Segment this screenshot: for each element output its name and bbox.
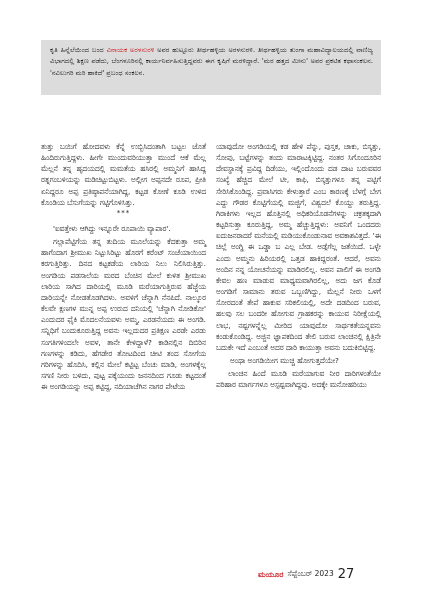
issue-date: ಸೆಪ್ಟೆಂಬರ್ 2023 [287,569,334,578]
author-intro-box [41,40,381,95]
page-footer [258,566,393,582]
right-column [216,141,381,390]
page-number: 27 [337,566,355,582]
left-paragraph-1: ತುತ್ತು ಬಯಿಗೆ ಹೋದವಳು ಕೆನ್ನೆ ಉಬ್ಬಿಸಿದಂತಾಗಿ ಬಟ್ಟಲ ಜೊತೆ ಹಿಂದಿರುಗುತ್ತಿದ್ದಳು. ಹೀಗೇ ಮುಂದುವರಿಯುತ್ತಾ ಮುಂದೆ ಆಕೆ ಮೆಲ್ಲ ಮೆಲ್ಲನೆ ತನ್ನ ಹೃದಯದಲ್ಲಿ ಮಮತೆಯ ಹಸಿರಲ್ಲಿ ಅಮ್ಮನಿಗೆ ಹಾಸಿದ್ದ ರತ್ನಗಂಬಳಿಯನ್ನು ಮಡಿಚಿಟ್ಟುಬಿಟ್ಟಳು. ಅಲ್ಲೀಗ ಅಪ್ಪನದೇ ರೂಪ, ಪ್ರೀತಿ ಏನಿದ್ದರೂ ಅಪ್ಪ ಪ್ರತಿಷ್ಠಾಪನೆಯಾಗಿದ್ದ, ಕಟ್ಟಡ ಕೋಣೆ ಕೂಡಿ ಉಳಿದ ಕೊಂಡಿಯ ಬೆಸುಗೆಯನ್ನು ಗಟ್ಟಿಗೊಳಿಸಿತ್ತು. [41,142,206,207]
left-paragraph-3: ಗಲ್ಲಾಪೆಟ್ಟಿಗೆಯ ತನ್ನ ತುದಿಯ ಮೂಲೆಯನ್ನು ಕೆದಕುತ್ತಾ ಅಮ್ಮ ಹಾಗೆಂದಾಗ ಶ್ರೀಮುಖ ನಿಟ್ಟುಸಿರಿಟ್ಟು ಹೊರಗೆ ಕರೆಂಟ್ ಸಂಜೆಯಾಯಿಂದ ಕರಗುತ್ತಿರಿತ್ತು. ದಿನದ ಕಟ್ಟಕಡೆಯ ಲಾರಿಯ ನಿಲು ನಿಲಿಸಿರುತ್ತಿತ್ತು. ಅಂಗಡಿಯ ಪಡಸಾಲೆಯ ಮರದ ಬೆಂಚಿನ ಮೇಲೆ ಕುಳಿತ ಶ್ರೀಮುಖ ಲಾರಿಯ ಸಾಗಿದ ದಾರಿಯಲ್ಲಿ ಮೂಡಿ ಮರೆಯಾಗುತ್ತಿರುವ ಹೆಜ್ಜೆಯ ದಾರಿಯನ್ನೇ ನೋಡತೊಡಗಿದಳು. ಅವಳಿಗೆ ಚೆನ್ನಾಗಿ ನೆನಪಿದೆ. ನಾಲ್ಕೂರ ಕೆಲವೇ ಕ್ಷಣಗಳ ಮುನ್ನ ಅಪ್ಪ ಉರುದ ದನಿಯಲ್ಲಿ 'ಚೆನ್ನಾಗಿ ನೋಡಿಕೋ' ಎಂದುದರ ಫೈಕಿ ಮೊದಲನೆಯವಳು ಅಮ್ಮ, ಎರಡನೆಯದು ಈ ಅಂಗಡಿ. ಸನ್ನಿಧಿಗೆ ಬಂದುಕೂರುತ್ತಿದ್ದ ಅವನು ಇಲ್ಲದುದರ ಪ್ರತಿಕ್ಷಣ ಎರಡೇ ಎರಡು ಸಂಗತಿಗಳಿಂದಲೇ ಅವಳ, ತಾನೇ ಕೇಳಿದ್ದಾಳೆ? ಕಾಡಿನಲ್ಲಿನ ದಿಬಿರಿನ ಗಣಗಳನ್ನು ಕಡಿದು, ಹೆಗಡೇರ ತೋಟದಿಂದ ಚೀಟಿ ತಂದ ಸೋಗೆಯ ಗರಿಗಳನ್ನು ಹೊದಿಸಿ, ಕಲ್ಲಿನ ಮೇಲೆ ಕಟ್ಟಿಟ್ಟ ಬೆಂಚು ಮಾಡಿ, ಅಂಗಳಕ್ಕೆಲ್ಲ ಸಗಣಿ ನೀರು ಬಳಿದು, ಪುಟ್ಟ ಪಕ್ಕೆಯಂದು ಜನನದಿಂದ ಗೂಡು ಕಟ್ಟದಂತೆ ಈ ಅಂಗಡಿಯನ್ನು ಅಪ್ಪ ಕಟ್ಟಿದ್ದ, ನದಿಯಾಚೆಗಿನ ನಾಗರ ಪೇಟೆಯ [41,237,206,392]
right-paragraph-2: ಅಂಥಾ ಅಂಗಡಿಯೀಗ ಮುಚ್ಚಿ ಹೋಗುತ್ತದೆಯೇ? [230,355,339,365]
left-paragraph-2: 'ಐವತ್ತೇಳು ಆಗಿದ್ದು ಇನ್ನೂರೇ ರೂಪಾಯಿ ವ್ಯಾಪಾರ'. [53,223,171,233]
author-name: ವಿನಾಯಕ ಅರಳಸುರಳಿ [106,46,155,54]
right-paragraph-1: ಯಾವುದೋ ಅಂಗಡಿಯಲ್ಲಿ ಕಡ ಹೇಳಿ ಪೆನ್ನು, ಪುಸ್ತಕ, ಚಾಕು, ಬಿಸ್ಕತ್ತು, ಸೋಪು, ಬಟ್ಟೆಗಳನ್ನು ತಂದು ಮಾರಾಟಕ್ಕಿಟ್ಟಿದ್ದ. ನಂತರ ಸಿಗೊಂದೂರಿನ ದೇವಸ್ಥಾನಕ್ಕೆ ಪ್ರವಿದ್ದ ದಿಡೆಯು, ಇಲ್ಲಿಂದೊಂದು ದಡ ದಾಟ ಬರುವವರ ಸಂಖ್ಯೆ ಹೆಚ್ಚಿದ ಮೇಲೆ ಟೀ, ಕಾಫಿ, ಬಿಸ್ಕತ್ತುಗಳೂ ತನ್ನ ಪಟ್ಟಿಗೆ ಸೇರಿಸಿಕೊಂಡಿದ್ದ. ಪ್ರವಾಸಿಗರು ಕೇಳುತ್ತಾರೆ ಎಂಬ ಕಾರಣಕ್ಕೆ ಬೆಳಗ್ಗೆ ಬೇಗ ಎದ್ದು ಗೌಡರ ಕೊಟ್ಟಿಗೆಯಲ್ಲಿ ಮಜ್ಜಿಗೆ, ವಿಶ್ವದಲೆ ಕೊಯ್ದು ತರುತ್ತಿದ್ದ. ಗಿರಾಕಿಗಳು ಇಲ್ಲದ ಹೊತ್ತಿನಲ್ಲಿ ಅಧಿಕರಿಯೊಡನೆಗಳನ್ನು ಚಕ್ರತಕ್ಕದಾಗಿ ಕಟ್ಟರಿಸುತ್ತಾ ಕೂರುತ್ತಿದ್ದ, ಅಮ್ಮ ಹೆಚ್ಚುತ್ತಿದ್ದಳು: ಅವನಿಗೆ ಒಂದದರು ಐದುಜನರಾದರೆ ಮನೆಯಲ್ಲಿ ಮಡಿಯುಕೊಂಡುನಾವ ಅವಕಾಶವಿತ್ತದೆ. 'ಈ ಚಿಲ್ಲೆ ಅಂಗ್ಡಿ ಈ ಒಡ್ಡಾ ಬ ಎಲ್ಲ ಬೇಡ. ಅಡ್ಗೆಗೆಲ್ಲ ಜತೆಯಿದೆ. ಒಳ್ಳೇ ಎಂದು ಅಮ್ಮನು ಹಿರಿಯರಲ್ಲಿ ಒತ್ತಡ ಹಾಕಿದ್ದರಂತೆ. ಆದರೆ, ಅವನು ಅಂದಿನ ನನ್ನ ಯೋಚನೆಯನ್ನು ಮಾಡಿರಲಿಲ್ಲ. ಅವನ ಪಾಲಿಗೆ ಈ ಅಂಗಡಿ ಕೇವಲ ಹಣ ಮಾಡುವ ಮಾಧ್ಯಮವಾಗಿರಲಿಲ್ಲ, ಅದು ಜಗ ಕೊಡೆ ಅಂಗಡಿಗೆ ಸಾಮಾನು ತರುವ ಒಬ್ಬಣಿಗಿದ್ದು, ಮೆಲ್ಲನೆ ನೀರು ಒಳಗೆ ಸೋರದಂತೆ ತೇಪೆ ಹಾಕುವ ಸರಿಕಲಿಯಲ್ಲಿ, ಅದೇ ದಡದಿಂದ ಬರುವ, ಹಲವು ಸಲ ಬಂದರೀ ಹೋಗುವ ಗ್ರಾಹಕರನ್ನು ಕಾಯುವ ನಿರೀಕ್ಷೆಯಲ್ಲಿ ಲಾಭ, ನಷ್ಟಗಳನ್ನೆಲ್ಲ ಮೀರಿದ ಯಾವುದೋ ಸಾರ್ಥಕತೆಯನ್ನವನು ಕಂಡುಕೊಂಡಿದ್ದ. ಅಜ್ಜಿನ ಜ್ಞಾಪಕದಿಂದ ತೇಲಿ ಬರುವ ಲಾಂಚಿನಲ್ಲಿ ಕ್ಷಿತ್ರಿನೇ ಬದುಕೇ ಇದೆ ಎಂಬಂತೆ ಅದರ ದಾರಿ ಕಾಯುತ್ತಾ ಅವನು ಬದುಕಿಬಿಟ್ಟಿದ್ದ. [216,142,381,352]
right-paragraph-3: ಲಾಂಚಿನ ಹಿಂದೆ ಮೂಡಿ ಮರೆಯಾಗುವ ನೀರ ದಾರಿಗಳಂತೆಯೇ ಪರಿಹಾರ ಮಾರ್ಗಗಳೂ ಅಸ್ಪಷ್ಟವಾಗಿದ್ದವು. ಅದಕ್ಕೇ ಮನೋಹರಿಯು [216,369,381,390]
intro-prefix: ಕೃತಿ ಹಿನ್ನೆಲೆಯಿಂದ ಬಂದ [50,46,107,54]
intro-suffix: ಅವರ ಹುಟ್ಟೂರು ತೀರ್ಥಹಳ್ಳಿಯ ಅರಳಸುರಳಿ. ತೀರ್ಥಹಳ್ಳಿಯ ತುಂಗಾ ಮಹಾವಿದ್ಯಾಲಯದಲ್ಲಿ ವಾಣಿಜ್ಯ ವಿಭಾಗದಲ್ಲಿ ಶಿಕ್ಷಣ ಪಡೆದು, ಬೆಂಗಳೂರಿನಲ್ಲಿ ಕಾರ್ಯನಿರ್ವಹಿಸುತ್ತಿದ್ದವರು ಈಗ ಕೃಷಿಗೆ ಮರಳಿದ್ದಾರೆ. 'ಮರ ಹತ್ತದ ಮೀನು' ಅವರ ಪ್ರಕಟಿತ ಕಥಾಸಂಕಲನ. 'ನವಿಲುಗರಿ ಮರಿ ಹಾಕಿದೆ' ಪ್ರಬಂಧ ಸಂಕಲನ. [50,46,373,77]
left-column [41,141,206,392]
section-break-stars: *** [116,208,131,217]
magazine-logo: ಮಯೂರ [258,568,284,579]
